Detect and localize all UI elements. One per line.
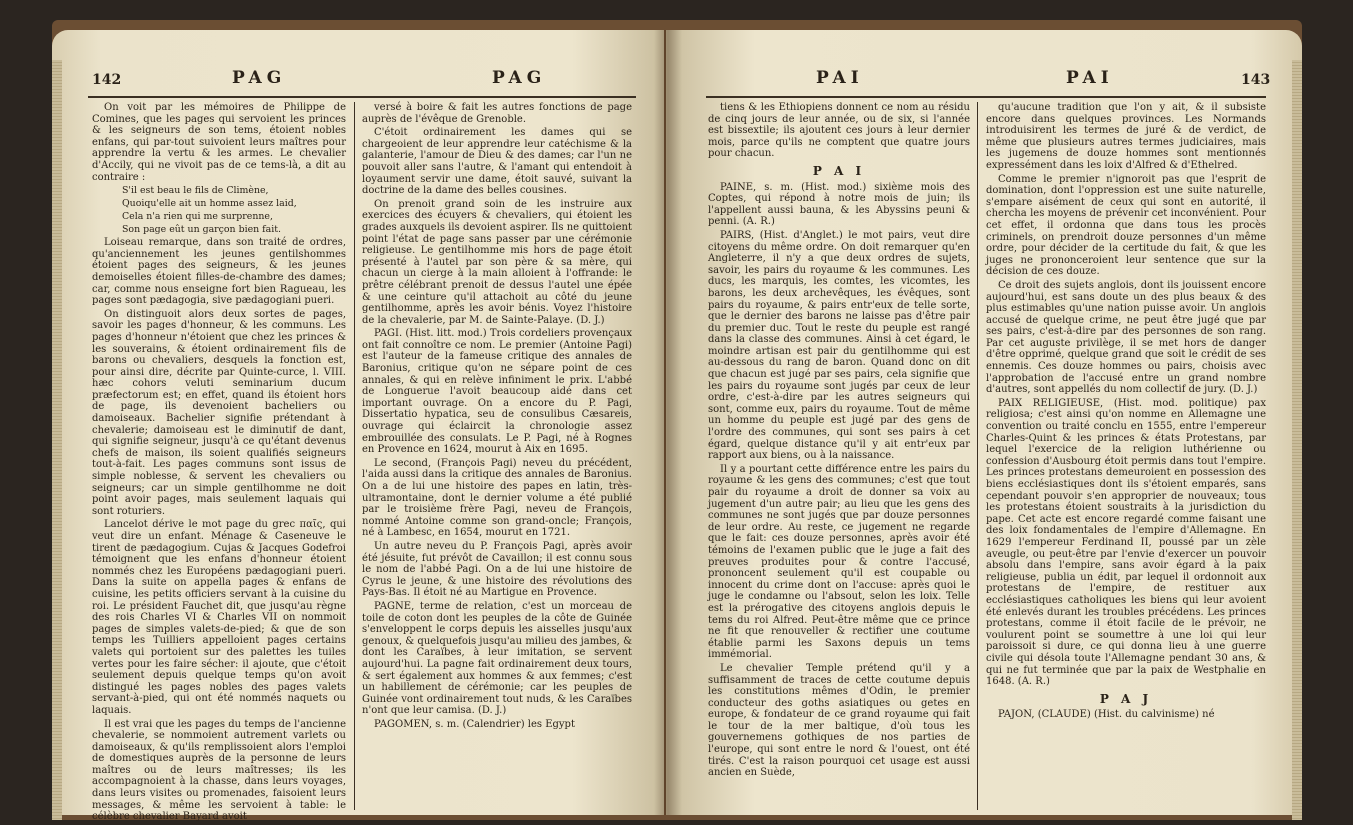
paragraph: S'il est beau le fils de Climène, (122, 185, 269, 197)
paragraph: PAGOMEN, s. m. (Calendrier) les Egypt (374, 718, 575, 730)
paragraph: C'étoit ordinairement les dames qui se chargeoient de leur apprendre leur catéchisme & la galanterie, l'amour de Dieu & des dames; car l'un ne pouvoit aller sans l'autre, & l'amant qui entendoit à loyaument servir une dame, étoit sauvé, suivant la doctrine de la dame des belles cousines. (362, 127, 632, 197)
paragraph: PAGNE, terme de relation, c'est un morceau de toile de coton dont les peuples de la côte de Guinée s'enveloppent le corps depuis les aisselles jusqu'aux genoux, & quelquefois jusqu'au milieu des jambes, & dont les Caraïbes, à leur imitation, se servent aujourd'hui. La pagne fait ordinairement deux tours, & sert également aux hommes & aux femmes; c'est un habillement de cérémonie; car les peuples de Guinée vont ordinairement tout nuds, & les Caraïbes n'ont que leur camisa. (D. J.) (362, 600, 632, 717)
book-gutter (654, 30, 682, 815)
paragraph: Quoiqu'elle ait un homme assez laid, (122, 198, 297, 210)
right-column-1 (708, 102, 970, 781)
left-page (52, 30, 664, 823)
paragraph: On voit par les mémoires de Philippe de Comines, que les pages qui servoient les princes & les seigneurs de son tems, étoient nobles enfans, qui par-tout suivoient leurs maîtres pour apprendre la vertu & les armes. Le chevalier d'Accily, qui ne vivoit pas de ce tems-là, a dit au contraire : (92, 102, 346, 183)
paragraph: Le second, (François Pagi) neveu du précédent, l'aida aussi dans la critique des annales de Baronius. On a de lui une histoire des papes en latin, très-ultramontaine, dont le dernier volume a été publié par le troisième frère Pagi, neveu de François, nommé Antoine comme son grand-oncle; François, né à Lambesc, en 1654, mourut en 1721. (362, 457, 632, 539)
left-column-1 (92, 102, 346, 825)
right-header-rule (706, 96, 1266, 98)
paragraph: versé à boire & fait les autres fonctions de page auprès de l'évêque de Grenoble. (362, 102, 632, 125)
right-running-head-1: PAI (816, 68, 864, 88)
left-column-rule (354, 102, 355, 810)
paragraph: On prenoit grand soin de les instruire aux exercices des écuyers & chevaliers, qui étoient les grades auxquels ils devoient aspirer. Ils ne quittoient point l'état de page sans passer par une cérémonie religieuse. Le gentilhomme mis hors de page étoit présenté à l'autel par son père & sa mère, qui chacun un cierge à la main alloient à l'offrande: le prêtre célébrant prenoit de dessus l'autel une épée & une ceinture qu'il attachoit au côté du jeune gentilhomme, après les avoir bénis. Voyez l'histoire de la chevalerie, par M. de Sainte-Palaye. (D. J.) (362, 198, 632, 326)
paragraph: P A I (812, 163, 866, 178)
paragraph: Lancelot dérive le mot page du grec παῖς, qui veut dire un enfant. Ménage & Caseneuve le tirent de pædagogium. Cujas & Jacques Godefroi témoignent que les enfans d'honneur étoient nommés chez les Européens pædagogiani pueri. Dans la suite on appella pages & enfans de cuisine, les petits officiers servant à la cuisine du roi. Le président Fauchet dit, que jusqu'au règne des rois Charles VI & Charles VII on nommoit pages de simples valets-de-pied; & que de son temps les Tuilliers appelloient pages certains valets qui portoient sur des palettes les tuiles vertes pour les faire sécher: il ajoute, que c'étoit seulement depuis quelque temps qu'on avoit distingué les pages nobles des pages valets servant-à-pied, qui ont été nommés naquets ou laquais. (92, 519, 346, 716)
paragraph: Loiseau remarque, dans son traité de ordres, qu'anciennement les jeunes gentilshommes étoient pages des seigneurs, & les jeunes demoiselles étoient filles-de-chambre des dames; car, comme nous enseigne fort bien Ragueau, les pages sont pædagogia, sive pædagogiani pueri. (92, 237, 346, 307)
paragraph: On distinguoit alors deux sortes de pages, savoir les pages d'honneur, & les communs. Les pages d'honneur n'étoient que chez les princes & les souverains, & étoient ordinairement fils de barons ou chevaliers, desquels la fonction est, pour ainsi dire, décrite par Quinte-curce, l. VIII. hæc cohors veluti seminarium ducum præfectorum est; en effet, quand ils étoient hors de page, ils devenoient bacheliers ou damoiseaux. Bachelier signifie prétendant à chevalerie; damoiseau est le diminutif de dant, qui signifie seigneur, jusqu'à ce qu'étant devenus chefs de maison, ils soient qualifiés seigneurs tout-à-fait. Les pages communs sont issus de simple noblesse, & servent les chevaliers ou seigneurs; car un simple gentilhomme ne doit point avoir pages, mais seulement laquais qui sont roturiers. (92, 308, 346, 517)
paragraph: Le chevalier Temple prétend qu'il y a suffisamment de traces de cette coutume depuis les constitutions mêmes d'Odin, le premier conducteur des goths asiatiques ou getes en europe, & fondateur de ce grand royaume qui fait le tour de la mer baltique, d'où tous les gouvernemens gothiques de nos parties de l'europe, qui sont entre le nord & l'ouest, ont été tirés. C'est la raison pourquoi cet usage est aussi ancien en Suède, (708, 662, 970, 779)
paragraph: tiens & les Ethiopiens donnent ce nom au résidu de cinq jours de leur année, ou de six, si l'année est bissextile; ils ajoutent ces jours à leur dernier mois, parce qu'ils ne comptent que quatre jours pour chacun. (708, 102, 970, 160)
left-page-edge (52, 60, 62, 820)
left-column-2 (362, 102, 632, 732)
right-column-rule (977, 102, 978, 810)
paragraph: Il y a pourtant cette différence entre les pairs du royaume & les gens des communes; c'est que tout pair du royaume a droit de donner sa voix au jugement d'un autre pair; au lieu que les gens des communes ne sont jugés que par douze personnes de leur ordre. Au reste, ce jugement ne regarde que le fait: ces douze personnes, après avoir été témoins de l'examen public que le juge a fait des preuves produites pour & contre l'accusé, prononcent seulement qu'il est coupable ou innocent du crime dont on l'accuse: après quoi le juge le condamne ou l'absout, selon les loix. Telle est la prérogative des citoyens anglois depuis le tems du roi Alfred. Peut-être même que ce prince ne fit que renouveller & rectifier une coutume établie parmi les Saxons depuis un tems immémorial. (708, 463, 970, 661)
paragraph: Il est vrai que les pages du temps de l'ancienne chevalerie, se nommoient autrement varlets ou damoiseaux, & qu'ils remplissoient alors l'emploi de domestiques auprès de la personne de leurs maîtres ou de leurs maîtresses; ils les accompagnoient à la chasse, dans leurs voyages, dans leurs visites ou promenades, faisoient leurs messages, & même les servoient à table: le célèbre chevalier Bayard avoit (92, 718, 346, 823)
paragraph: PAJON, (CLAUDE) (Hist. du calvinisme) né (998, 709, 1215, 721)
right-folio: 143 (1241, 72, 1271, 88)
right-page-edge (1292, 60, 1302, 820)
paragraph: Un autre neveu du P. François Pagi, après avoir été jésuite, fut prévôt de Cavaillon; il est connu sous le nom de l'abbé Pagi. On a de lui une histoire de Cyrus le jeune, & une histoire des révolutions des Pays-Bas. Il étoit né au Martigue en Provence. (362, 540, 632, 599)
left-running-head-1: PAG (232, 68, 287, 88)
paragraph: Comme le premier n'ignoroit pas que l'esprit de domination, dont l'oppression est une suite naturelle, s'empare aisément de ceux qui sont en autorité, il chercha les moyens de prévenir cet inconvénient. Pour cet effet, il ordonna que dans tous les procès criminels, on prendroit douze personnes d'un même ordre, pour décider de la certitude du fait, & que les juges ne prononceroient leur sentence que sur la décision de ces douze. (986, 173, 1266, 278)
paragraph: Son page eût un garçon bien fait. (122, 224, 281, 236)
left-folio: 142 (92, 72, 122, 88)
paragraph: Cela n'a rien qui me surprenne, (122, 211, 273, 223)
paragraph: PAIRS, (Hist. d'Anglet.) le mot pairs, veut dire citoyens du même ordre. On doit remarquer qu'en Angleterre, il n'y a que deux ordres de sujets, savoir, les pairs du royaume & les communes. Les ducs, les marquis, les comtes, les vicomtes, les barons, les deux archevêques, les évêques, sont pairs du royaume, & pairs entr'eux de telle sorte, que le dernier des barons ne laisse pas d'être pair du premier duc. Tout le reste du peuple est rangé dans la classe des communes. Ainsi à cet égard, le moindre artisan est pair du gentilhomme qui est au-dessous du rang de baron. Quand donc on dit que chacun est jugé par ses pairs, cela signifie que les pairs du royaume sont jugés par ceux de leur ordre, c'est-à-dire par les autres seigneurs qui sont, comme eux, pairs du royaume. Tout de même un homme du peuple est jugé par des gens de l'ordre des communes, qui sont ses pairs à cet égard, quelque distance qu'il y ait entr'eux par rapport aux biens, ou à la naissance. (708, 229, 970, 462)
paragraph: PAINE, s. m. (Hist. mod.) sixième mois des Coptes, qui répond à notre mois de juin; ils l'appellent aussi bauna, & les Abyssins peuni & penni. (A. R.) (708, 181, 970, 228)
open-book (52, 20, 1302, 823)
paragraph: Ce droit des sujets anglois, dont ils jouissent encore aujourd'hui, est sans doute un des plus beaux & des plus estimables qu'une nation puisse avoir. Un anglois accusé de quelque crime, ne peut être jugé que par ses pairs, c'est-à-dire par des personnes de son rang. Par cet auguste privilège, il se met hors de danger d'être opprimé, quelque grand que soit le crédit de ses ennemis. Ces douze hommes ou pairs, choisis avec l'approbation de l'accusé entre un grand nombre d'autres, sont appellés du nom collectif de jury. (D. J.) (986, 279, 1266, 396)
paragraph: PAGI. (Hist. litt. mod.) Trois cordeliers provençaux ont fait connoître ce nom. Le premier (Antoine Pagi) est l'auteur de la fameuse critique des annales de Baronius, critique qu'on ne sépare point de ces annales, & qui en relève infiniment le prix. L'abbé de Longuerue l'avoit beaucoup aidé dans cet important ouvrage. On a encore du P. Pagi, Dissertatio hypatica, seu de consulibus Cæsareis, ouvrage qui éclaircit la chronologie assez embrouillée des consulats. Le P. Pagi, né à Rognes en Provence en 1624, mourut à Aix en 1695. (362, 328, 632, 456)
paragraph: qu'aucune tradition que l'on y ait, & il subsiste encore dans quelques provinces. Les Normands introduisirent les termes de juré & de verdict, de même que plusieurs autres termes judiciaires, mais les jugemens de douze hommes sont mentionnés expressément dans les loix d'Alfred & d'Ethelred. (986, 102, 1266, 171)
paragraph: P A J (1099, 691, 1153, 706)
right-column-2 (986, 102, 1266, 723)
left-running-head-2: PAG (492, 68, 547, 88)
left-header-rule (88, 96, 636, 98)
paragraph: PAIX RELIGIEUSE, (Hist. mod. politique) pax religiosa; c'est ainsi qu'on nomme en Allemagne une convention ou traité conclu en 1555, entre l'empereur Charles-Quint & les princes & états Protestans, par lequel l'exercice de la religion luthérienne ou confession d'Ausbourg étoit permis dans tout l'empire. Les princes protestans demeuroient en possession des biens ecclésiastiques dont ils s'étoient emparés, sans cependant pouvoir s'en approprier de nouveaux; tous les protestans étoient soustraits à la jurisdiction du pape. Cet acte est encore regardé comme faisant une des loix fondamentales de l'empire d'Allemagne. En 1629 l'empereur Ferdinand II, poussé par un zèle aveugle, ou peut-être par l'envie d'exercer un pouvoir absolu dans l'empire, sans avoir égard à la paix religieuse, publia un édit, par lequel il ordonnoit aux protestans de l'empire, de restituer aux ecclésiastiques catholiques les biens qui leur avoient été enlevés durant les troubles précédens. Les princes protestans, comme il étoit facile de le prévoir, ne voulurent point se soumettre à une loi qui leur paroissoit si dure, ce qui donna lieu à une guerre civile qui désola toute l'Allemagne pendant 30 ans, & qui ne fut terminée que par la paix de Westphalie en 1648. (A. R.) (986, 397, 1266, 688)
right-page (666, 30, 1302, 815)
right-running-head-2: PAI (1066, 68, 1114, 88)
